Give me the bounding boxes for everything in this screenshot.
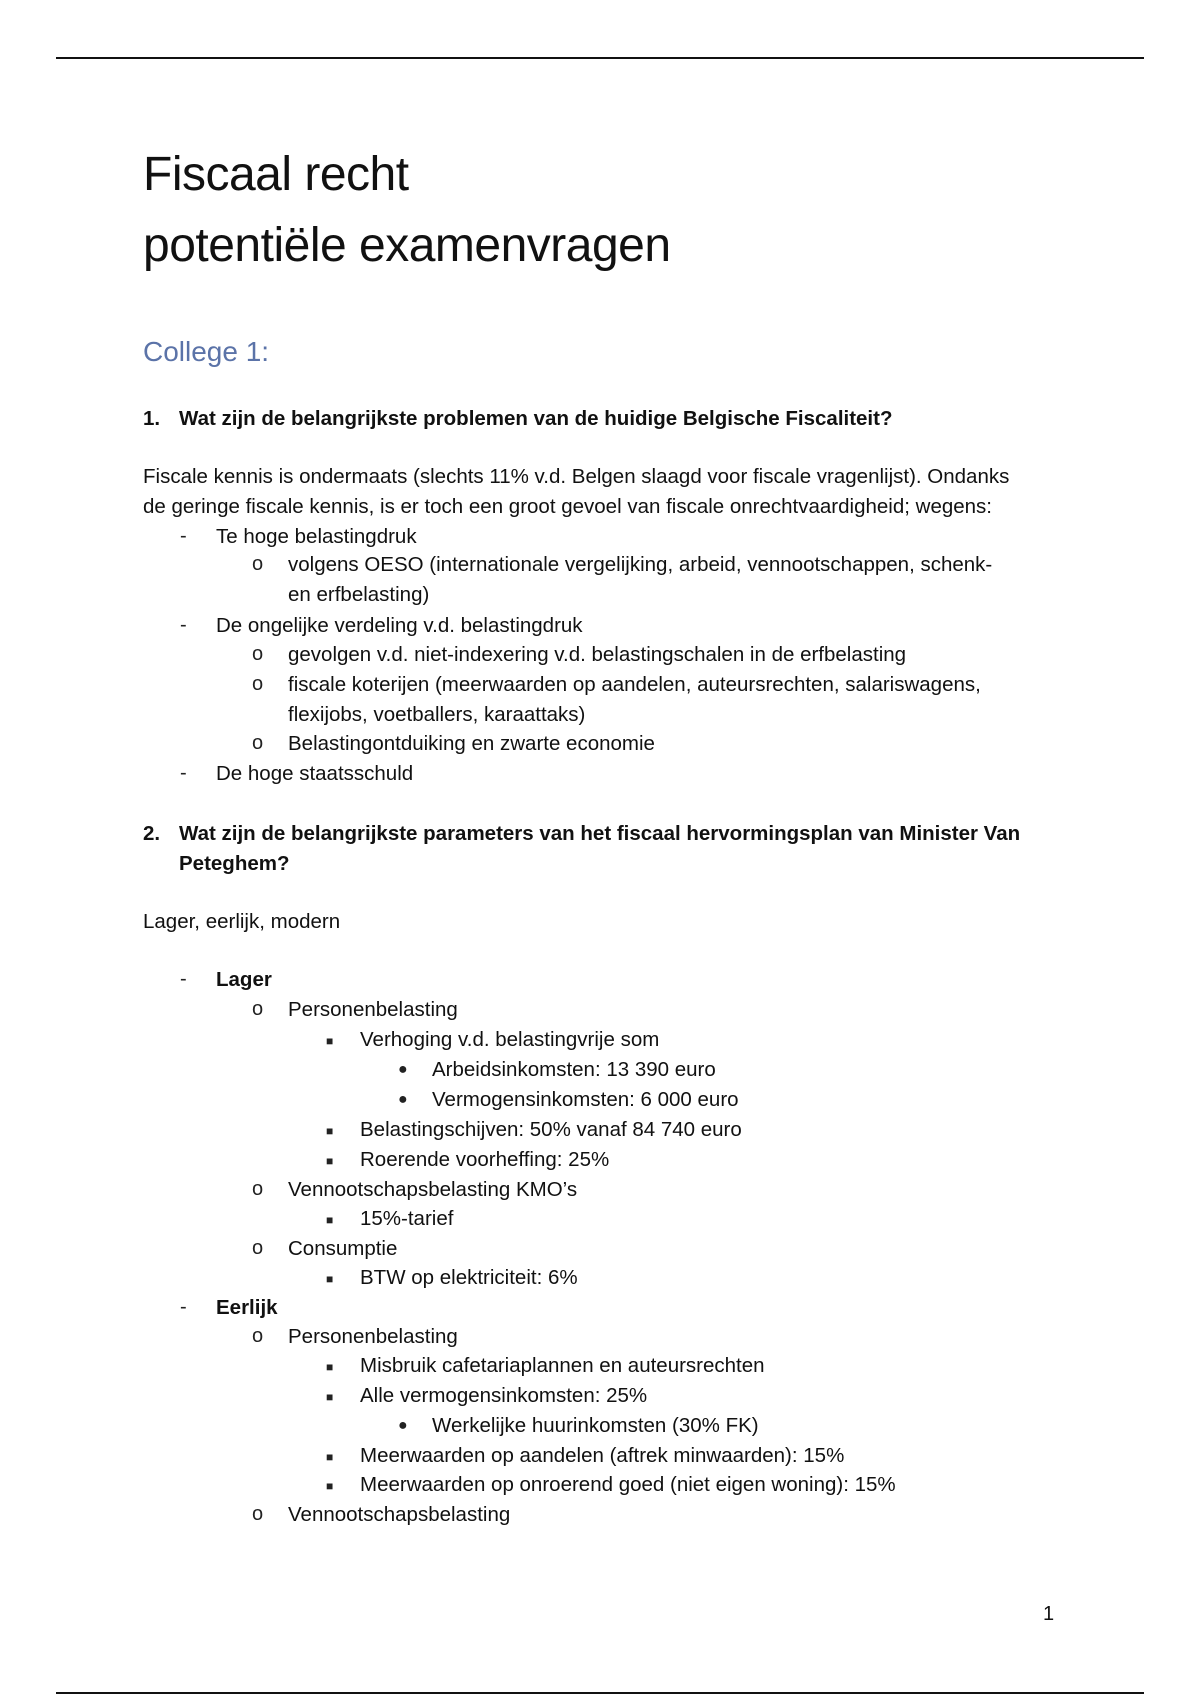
list-item: Meerwaarden op onroerend goed (niet eigen woning): 15% (360, 1473, 896, 1496)
list-item: volgens OESO (internationale vergelijking, arbeid, vennootschappen, schenk- (288, 553, 993, 576)
list-item-heading: Eerlijk (216, 1296, 278, 1319)
circle-bullet: o (252, 1503, 264, 1525)
list-item: Consumptie (288, 1237, 398, 1260)
list-item: Belastingontduiking en zwarte economie (288, 732, 655, 755)
square-bullet: ■ (326, 1124, 334, 1138)
question-number: 2. (143, 822, 161, 845)
list-item: 15%-tarief (360, 1207, 454, 1230)
list-item: Misbruik cafetariaplannen en auteursrechten (360, 1354, 765, 1377)
document-title: Fiscaal recht (143, 148, 409, 201)
square-bullet: ■ (326, 1154, 334, 1168)
dash-bullet: - (180, 525, 187, 547)
square-bullet: ■ (326, 1390, 334, 1404)
dot-bullet: ● (398, 1061, 408, 1078)
page-number: 1 (1043, 1603, 1055, 1625)
circle-bullet: o (252, 1325, 264, 1347)
list-item: Vennootschapsbelasting KMO’s (288, 1178, 578, 1201)
list-item: Belastingschijven: 50% vanaf 84 740 euro (360, 1118, 742, 1141)
list-item-continued: en erfbelasting) (288, 583, 430, 606)
list-item: Verhoging v.d. belastingvrije som (360, 1028, 660, 1051)
paragraph-line: Fiscale kennis is ondermaats (slechts 11% v.d. Belgen slaagd voor fiscale vragenlijst). Ondanks (143, 465, 1010, 488)
question-number: 1. (143, 407, 161, 430)
list-item: Personenbelasting (288, 998, 458, 1021)
section-heading: College 1: (143, 336, 270, 367)
circle-bullet: o (252, 553, 264, 575)
question-1: Wat zijn de belangrijkste problemen van de huidige Belgische Fiscaliteit? (179, 407, 893, 430)
list-item: Alle vermogensinkomsten: 25% (360, 1384, 648, 1407)
circle-bullet: o (252, 643, 264, 665)
square-bullet: ■ (326, 1450, 334, 1464)
dot-bullet: ● (398, 1417, 408, 1434)
dash-bullet: - (180, 1296, 187, 1318)
list-item: Arbeidsinkomsten: 13 390 euro (432, 1058, 716, 1081)
list-item-continued: flexijobs, voetballers, karaattaks) (288, 703, 586, 726)
list-item: BTW op elektriciteit: 6% (360, 1266, 578, 1289)
dot-bullet: ● (398, 1091, 408, 1108)
dash-bullet: - (180, 762, 187, 784)
square-bullet: ■ (326, 1272, 334, 1286)
square-bullet: ■ (326, 1479, 334, 1493)
list-item: Roerende voorheffing: 25% (360, 1148, 610, 1171)
dash-bullet: - (180, 614, 187, 636)
list-item: Vennootschapsbelasting (288, 1503, 511, 1526)
list-item: Te hoge belastingdruk (216, 525, 417, 548)
list-item-heading: Lager (216, 968, 272, 991)
circle-bullet: o (252, 998, 264, 1020)
question-2-continued: Peteghem? (179, 852, 290, 875)
dash-bullet: - (180, 968, 187, 990)
paragraph-line: Lager, eerlijk, modern (143, 910, 341, 933)
list-item: Personenbelasting (288, 1325, 458, 1348)
list-item: De hoge staatsschuld (216, 762, 414, 785)
square-bullet: ■ (326, 1213, 334, 1227)
paragraph-line: de geringe fiscale kennis, is er toch een groot gevoel van fiscale onrechtvaardigheid; wegens: (143, 495, 992, 518)
question-2: Wat zijn de belangrijkste parameters van het fiscaal hervormingsplan van Minister Van (179, 822, 1021, 845)
circle-bullet: o (252, 673, 264, 695)
document-subtitle: potentiële examenvragen (143, 219, 671, 272)
list-item: Meerwaarden op aandelen (aftrek minwaarden): 15% (360, 1444, 845, 1467)
header-rule (56, 57, 1144, 59)
square-bullet: ■ (326, 1034, 334, 1048)
list-item: Vermogensinkomsten: 6 000 euro (432, 1088, 739, 1111)
list-item: fiscale koterijen (meerwaarden op aandelen, auteursrechten, salariswagens, (288, 673, 981, 696)
footer-rule (56, 1692, 1144, 1694)
circle-bullet: o (252, 1237, 264, 1259)
list-item: Werkelijke huurinkomsten (30% FK) (432, 1414, 759, 1437)
circle-bullet: o (252, 1178, 264, 1200)
square-bullet: ■ (326, 1360, 334, 1374)
circle-bullet: o (252, 732, 264, 754)
list-item: De ongelijke verdeling v.d. belastingdruk (216, 614, 583, 637)
list-item: gevolgen v.d. niet-indexering v.d. belastingschalen in de erfbelasting (288, 643, 907, 666)
